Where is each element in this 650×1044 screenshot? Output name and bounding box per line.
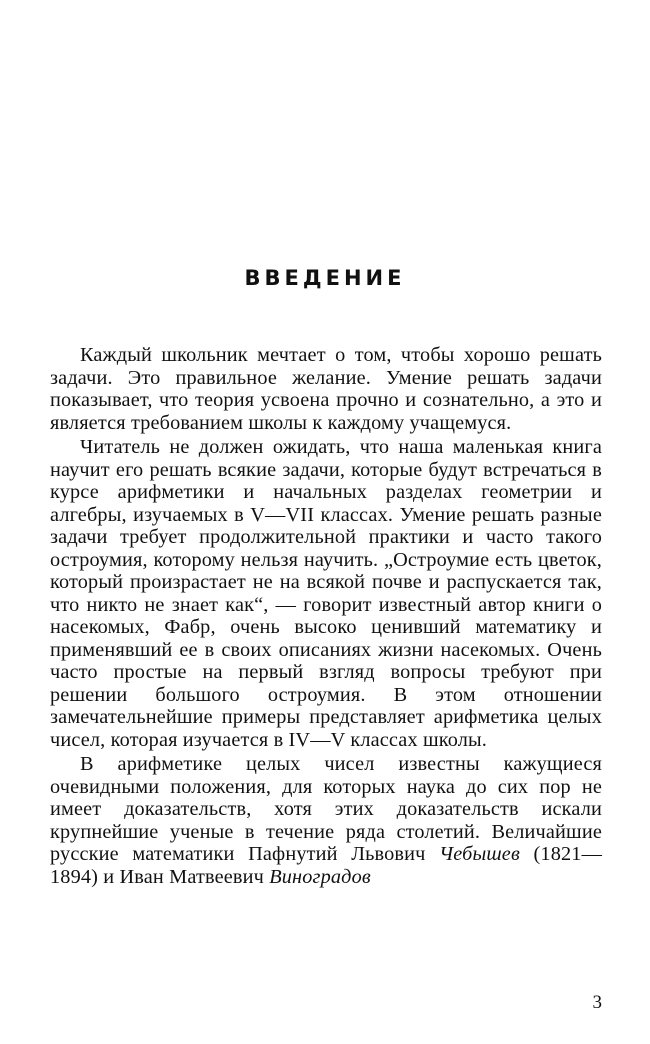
paragraph-3-text-b: (1821—1894) и Иван Матвеевич	[50, 843, 603, 888]
name-chebyshev: Чебышев	[439, 843, 520, 865]
paragraph-2: Читатель не должен ожидать, что наша маленькая книга научит его решать всякие задачи, которые будут встречаться в курсе арифметики и начальных разделах геометрии и алгебры, изучаемых в V—VII классах. Умение решать разные задачи требует продолжительной практики и часто такого остроумия, которому нельзя научить. „Остроумие есть цветок, который произрастает не на всякой почве и распускается так, что никто не знает как“, — говорит известный автор книги о насекомых, Фабр, очень высоко ценивший математику и применявший ее в своих описаниях жизни насекомых. Очень часто простые на первый взгляд вопросы требуют при решении большого остроумия. В этом отношении замечательнейшие примеры представляет арифметика целых чисел, которая изучается в IV—V классах школы.	[50, 436, 602, 751]
paragraph-3-text-a: В арифметике целых чисел известны кажущиеся очевидными положения, для которых наука до сих пор не имеет доказательств, хотя этих доказательств искали крупнейшие ученые в течение ряда столетий. Величайшие русские математики Пафнутий Львович	[50, 753, 602, 865]
page-number: 3	[592, 992, 602, 1013]
paragraph-1: Каждый школьник мечтает о том, чтобы хорошо решать задачи. Это правильное желание. Умение решать задачи показывает, что теория усвоена прочно и сознательно, а это и является требованием школы к каждому учащемуся.	[50, 344, 602, 434]
name-vinogradov: Виноградов	[269, 865, 371, 888]
chapter-heading: ВВЕДЕНИЕ	[244, 266, 406, 290]
body-text	[50, 344, 602, 888]
paragraph-3	[50, 753, 602, 888]
